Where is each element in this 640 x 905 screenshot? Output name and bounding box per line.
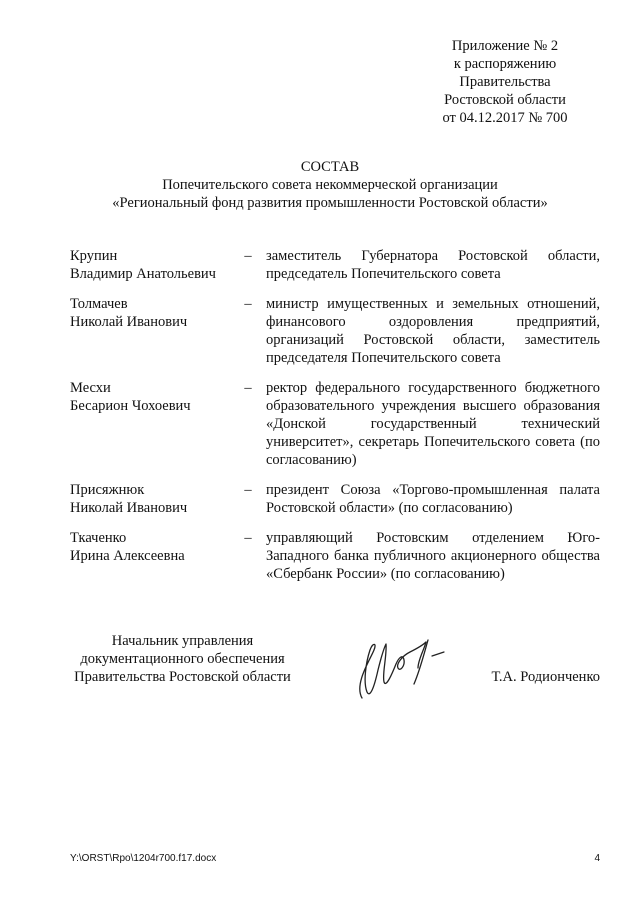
- member-given-name: Николай Иванович: [70, 500, 188, 516]
- title-heading: СОСТАВ: [300, 159, 360, 175]
- member-surname: Крупин: [70, 248, 118, 264]
- member-role: заместитель Губернатора Ростовской области, председатель Попечительского совета: [266, 248, 600, 282]
- appendix-line: Правительства: [459, 74, 551, 90]
- document-title: [60, 158, 600, 212]
- member-role: управляющий Ростовским отделением Юго-Западного банка публичного акционерного общества «Сбербанк России» (по согласованию): [266, 530, 600, 582]
- member-given-name: Ирина Алексеевна: [70, 548, 185, 564]
- member-name: [70, 529, 230, 583]
- appendix-line: Приложение № 2: [451, 38, 559, 54]
- member-role: ректор федерального государственного бюджетного образовательного учреждения высшего образования «Донской государственный технический университет», секретарь Попечительского совета (по согласованию): [266, 380, 600, 468]
- signatory-position: [60, 632, 305, 686]
- title-line: Попечительского совета некоммерческой организации: [162, 177, 498, 193]
- title-line: «Региональный фонд развития промышленности Ростовской области»: [112, 195, 548, 211]
- position-line: Правительства Ростовской области: [74, 669, 291, 685]
- position-line: документационного обеспечения: [80, 651, 285, 667]
- member-dash: –: [244, 530, 252, 546]
- member-surname: Присяжнюк: [70, 482, 145, 498]
- member-row: [70, 247, 600, 283]
- member-dash: –: [244, 482, 252, 498]
- member-name: [70, 247, 230, 283]
- member-row: [70, 529, 600, 583]
- member-surname: Толмачев: [70, 296, 128, 312]
- footer-file-path: Y:\ORST\Rpo\1204r700.f17.docx: [70, 853, 217, 864]
- member-row: [70, 295, 600, 367]
- member-given-name: Владимир Анатольевич: [70, 266, 216, 282]
- member-surname: Ткаченко: [70, 530, 127, 546]
- member-dash: –: [244, 380, 252, 396]
- position-line: Начальник управления: [111, 633, 254, 649]
- member-row: [70, 379, 600, 469]
- appendix-line: к распоряжению: [453, 56, 557, 72]
- members-list: [70, 247, 600, 595]
- member-name: [70, 481, 230, 517]
- appendix-line: от 04.12.2017 № 700: [442, 110, 568, 126]
- appendix-line: Ростовской области: [444, 92, 566, 108]
- member-surname: Месхи: [70, 380, 111, 396]
- appendix-header: [405, 37, 605, 127]
- handwritten-signature-icon: [340, 630, 460, 705]
- member-role: президент Союза «Торгово-промышленная палата Ростовской области» (по согласованию): [266, 482, 600, 516]
- member-role: министр имущественных и земельных отношений, финансового оздоровления предприятий, организаций Ростовской области, заместитель председателя Попечительского совета: [266, 296, 600, 366]
- member-row: [70, 481, 600, 517]
- signatory-name: Т.А. Родионченко: [491, 669, 600, 685]
- member-given-name: Николай Иванович: [70, 314, 188, 330]
- member-name: [70, 295, 230, 367]
- page-number: 4: [594, 853, 600, 864]
- member-given-name: Бесарион Чохоевич: [70, 398, 191, 414]
- member-dash: –: [244, 248, 252, 264]
- member-name: [70, 379, 230, 469]
- member-dash: –: [244, 296, 252, 312]
